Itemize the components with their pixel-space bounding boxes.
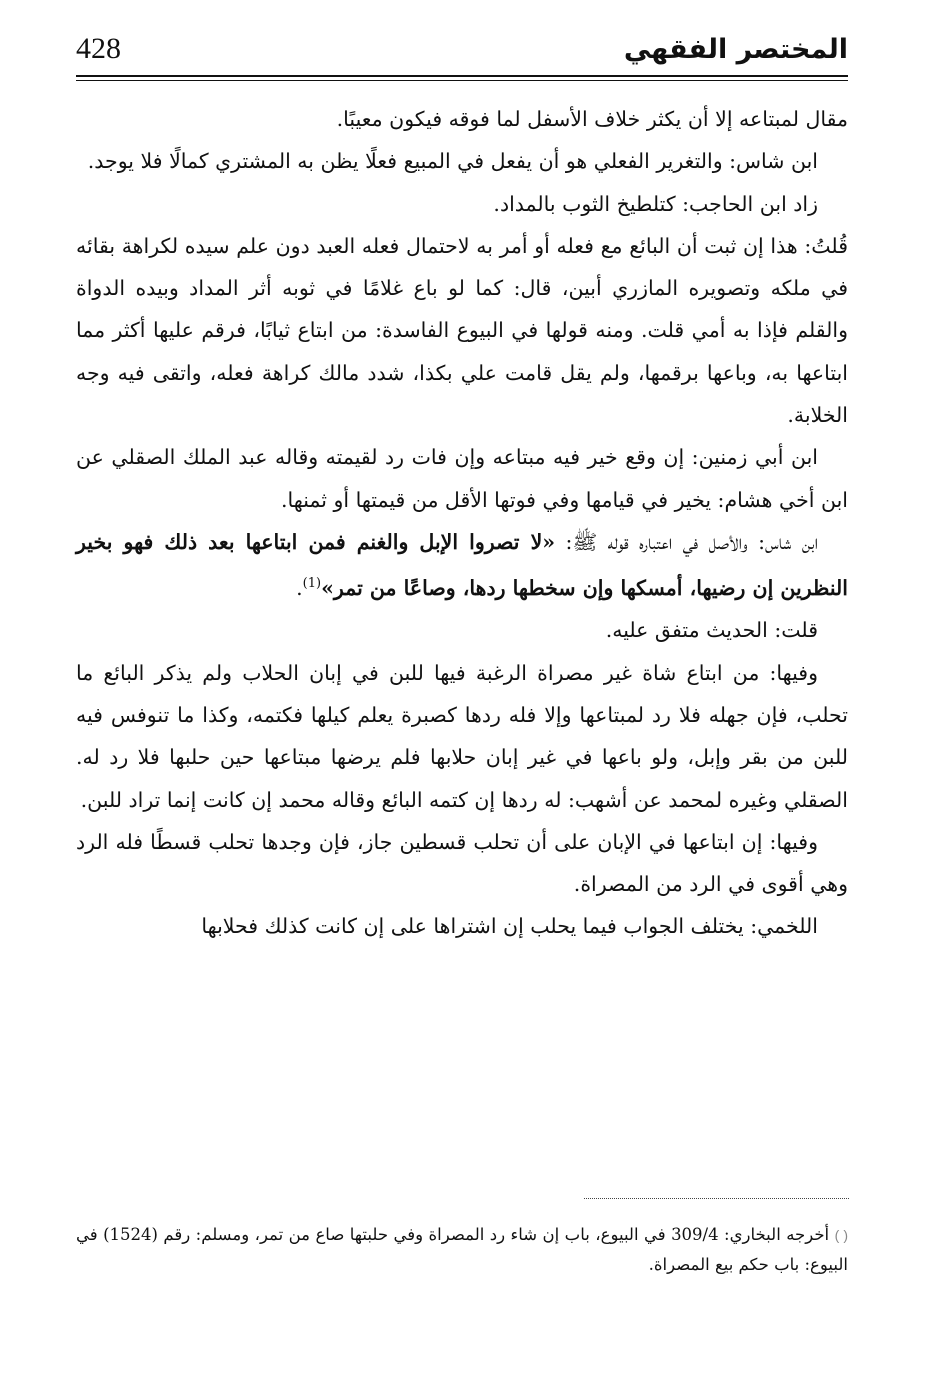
paragraph: قلت: الحديث متفق عليه. xyxy=(605,618,818,643)
footnote-text: أخرجه البخاري: 309/4 في البيوع، باب إن شاء رد المصراة وفي حلبتها صاع من تمر، ومسلم: رقم (1524) في البيوع: باب حكم بيع المصراة. xyxy=(76,1225,848,1274)
running-title: المختصر الفقهي xyxy=(623,34,848,65)
footnote-reference[interactable]: (1) xyxy=(302,576,322,592)
paragraph: قُلتُ: هذا إن ثبت أن البائع مع فعله أو أمر به لاحتمال فعله العبد دون علم سيده لكراهة بقائه في ملكه وتصويره المازري أبين، قال: كما لو باع غلامًا في ثوبه أثر المداد وبيده الدواة والقلم فإذا به أمي قلت. ومنه قولها في البيوع الفاسدة: من ابتاع ثيابًا، فرقم عليها أكثر مما ابتاعها به، وباعها برقمها، ولم يقل قامت علي بكذا، شدد مالك كراهة فعله، واتقى فيه وجه الخلابة. xyxy=(76,233,848,428)
header-rule-thin xyxy=(76,80,848,81)
main-text xyxy=(76,98,848,948)
paragraph: ابن شاس: والتغرير الفعلي هو أن يفعل في المبيع فعلًا يظن به المشتري كمالًا فلا يوجد. xyxy=(87,149,818,174)
paragraph: ابن أبي زمنين: إن وقع خير فيه مبتاعه وإن فات رد لقيمته وقاله عبد الملك الصقلي عن ابن أخي هشام: يخير في قيامها وفي فوتها الأقل من قيمتها أو ثمنها. xyxy=(76,445,848,512)
paragraph: اللخمي: يختلف الجواب فيما يحلب إن اشتراها على إن كانت كذلك فحلابها xyxy=(201,914,818,939)
paragraph: وفيها: إن ابتاعها في الإبان على أن تحلب قسطين جاز، فإن وجدها تحلب قسطًا فله الرد وهي أقوى في الرد من المصراة. xyxy=(76,829,848,897)
footnotes xyxy=(76,1220,848,1280)
hadith-intro: ابن شاس: والأصل في اعتباره قوله ﷺ: xyxy=(555,529,818,554)
paragraph: زاد ابن الحاجب: كتلطيخ الثوب بالمداد. xyxy=(493,191,818,216)
footnote xyxy=(76,1220,848,1280)
header-rule xyxy=(76,75,848,77)
footnote-marker: ( ) xyxy=(834,1227,848,1243)
paragraph: مقال لمبتاعه إلا أن يكثر خلاف الأسفل لما فوقه فيكون معيبًا. xyxy=(336,107,848,131)
page-header xyxy=(76,30,848,74)
hadith-quote: «لا تصروا الإبل والغنم فمن ابتاعها بعد ذلك فهو بخير النظرين إن رضيها، أمسكها وإن سخطها ردها، وصاعًا من تمر» xyxy=(76,529,848,601)
page-number: 428 xyxy=(76,32,121,65)
hadith-end: . xyxy=(296,576,303,601)
hadith-paragraph xyxy=(76,521,848,609)
paragraph: وفيها: من ابتاع شاة غير مصراة الرغبة فيها للبن في إبان الحلاب ولم يذكر البائع ما تحلب، فإن جهله فلا رد لمبتاعها وإلا فله ردها كصبرة يعلم كيلها فكتمه، وكذا ما تنوفس فيه للبن من بقر وإبل، ولو باعها في غير إبان حلابها فلم يرضها مبتاعها حين حلبها فلا رد له. الصقلي وغيره لمحمد عن أشهب: له ردها إن كتمه البائع وقاله محمد إن كانت إنما تراد للبن. xyxy=(76,660,848,812)
footnote-separator xyxy=(584,1198,849,1199)
